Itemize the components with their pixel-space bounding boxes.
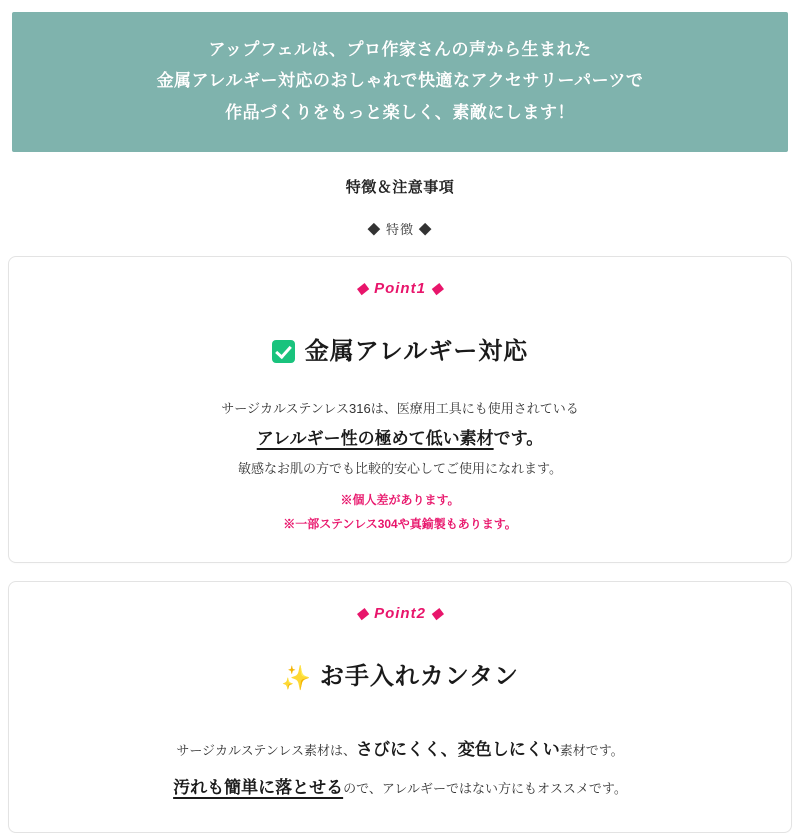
point2-line-2-suffix: ので、アレルギーではない方にもオススメです。: [343, 780, 627, 796]
hero-line-1: アップフェルは、プロ作家さんの声から生まれた: [208, 40, 592, 59]
point2-line-2: [29, 769, 771, 806]
point2-line-1-prefix: サージカルステンレス素材は、: [176, 743, 357, 759]
section-subtitle: ◆ 特徴 ◆: [367, 222, 433, 238]
point1-line-2: [29, 422, 771, 456]
point1-note-2: ※一部ステンレス304や真鍮製もあります。: [283, 517, 517, 532]
point1-heading-text: 金属アレルギー対応: [304, 338, 529, 366]
point1-body: [29, 396, 771, 536]
green-check-icon: [272, 340, 295, 363]
point1-line-2-emphasis: アレルギー性の極めて低い素材: [256, 429, 494, 449]
point2-label: ◆ Point2 ◆: [356, 605, 444, 623]
point1-line-3: 敏感なお肌の方でも比較的安心してご使用になれます。: [238, 461, 562, 477]
sparkles-icon: ✨: [281, 665, 312, 693]
hero-line-3: 作品づくりをもっと楽しく、素敵にします！: [225, 102, 575, 122]
point1-line-2-suffix: です。: [493, 429, 544, 449]
point2-line-1-suffix: 素材です。: [559, 743, 624, 759]
section-title: 特徴＆注意事項: [345, 179, 455, 197]
point1-line-1: サージカルステンレス316は、医療用工具にも使用されている: [221, 401, 579, 417]
point2-line-1-emphasis: さびにくく、変色しにくい: [356, 740, 560, 760]
point2-line-1: [29, 731, 771, 768]
point1-card: [8, 256, 792, 563]
point1-heading-row: [29, 331, 771, 366]
point2-line-2-emphasis: 汚れも簡単に落とせる: [173, 777, 344, 797]
point1-note-1: ※個人差があります。: [340, 493, 460, 508]
point2-card: [8, 581, 792, 833]
hero-banner: [12, 12, 788, 152]
point2-heading-text: お手入れカンタン: [319, 663, 519, 691]
point2-body: [29, 731, 771, 806]
hero-line-2: 金属アレルギー対応のおしゃれで快適なアクセサリーパーツで: [156, 71, 644, 91]
point1-label: ◆ Point1 ◆: [356, 280, 444, 298]
point2-heading-row: [29, 656, 771, 693]
